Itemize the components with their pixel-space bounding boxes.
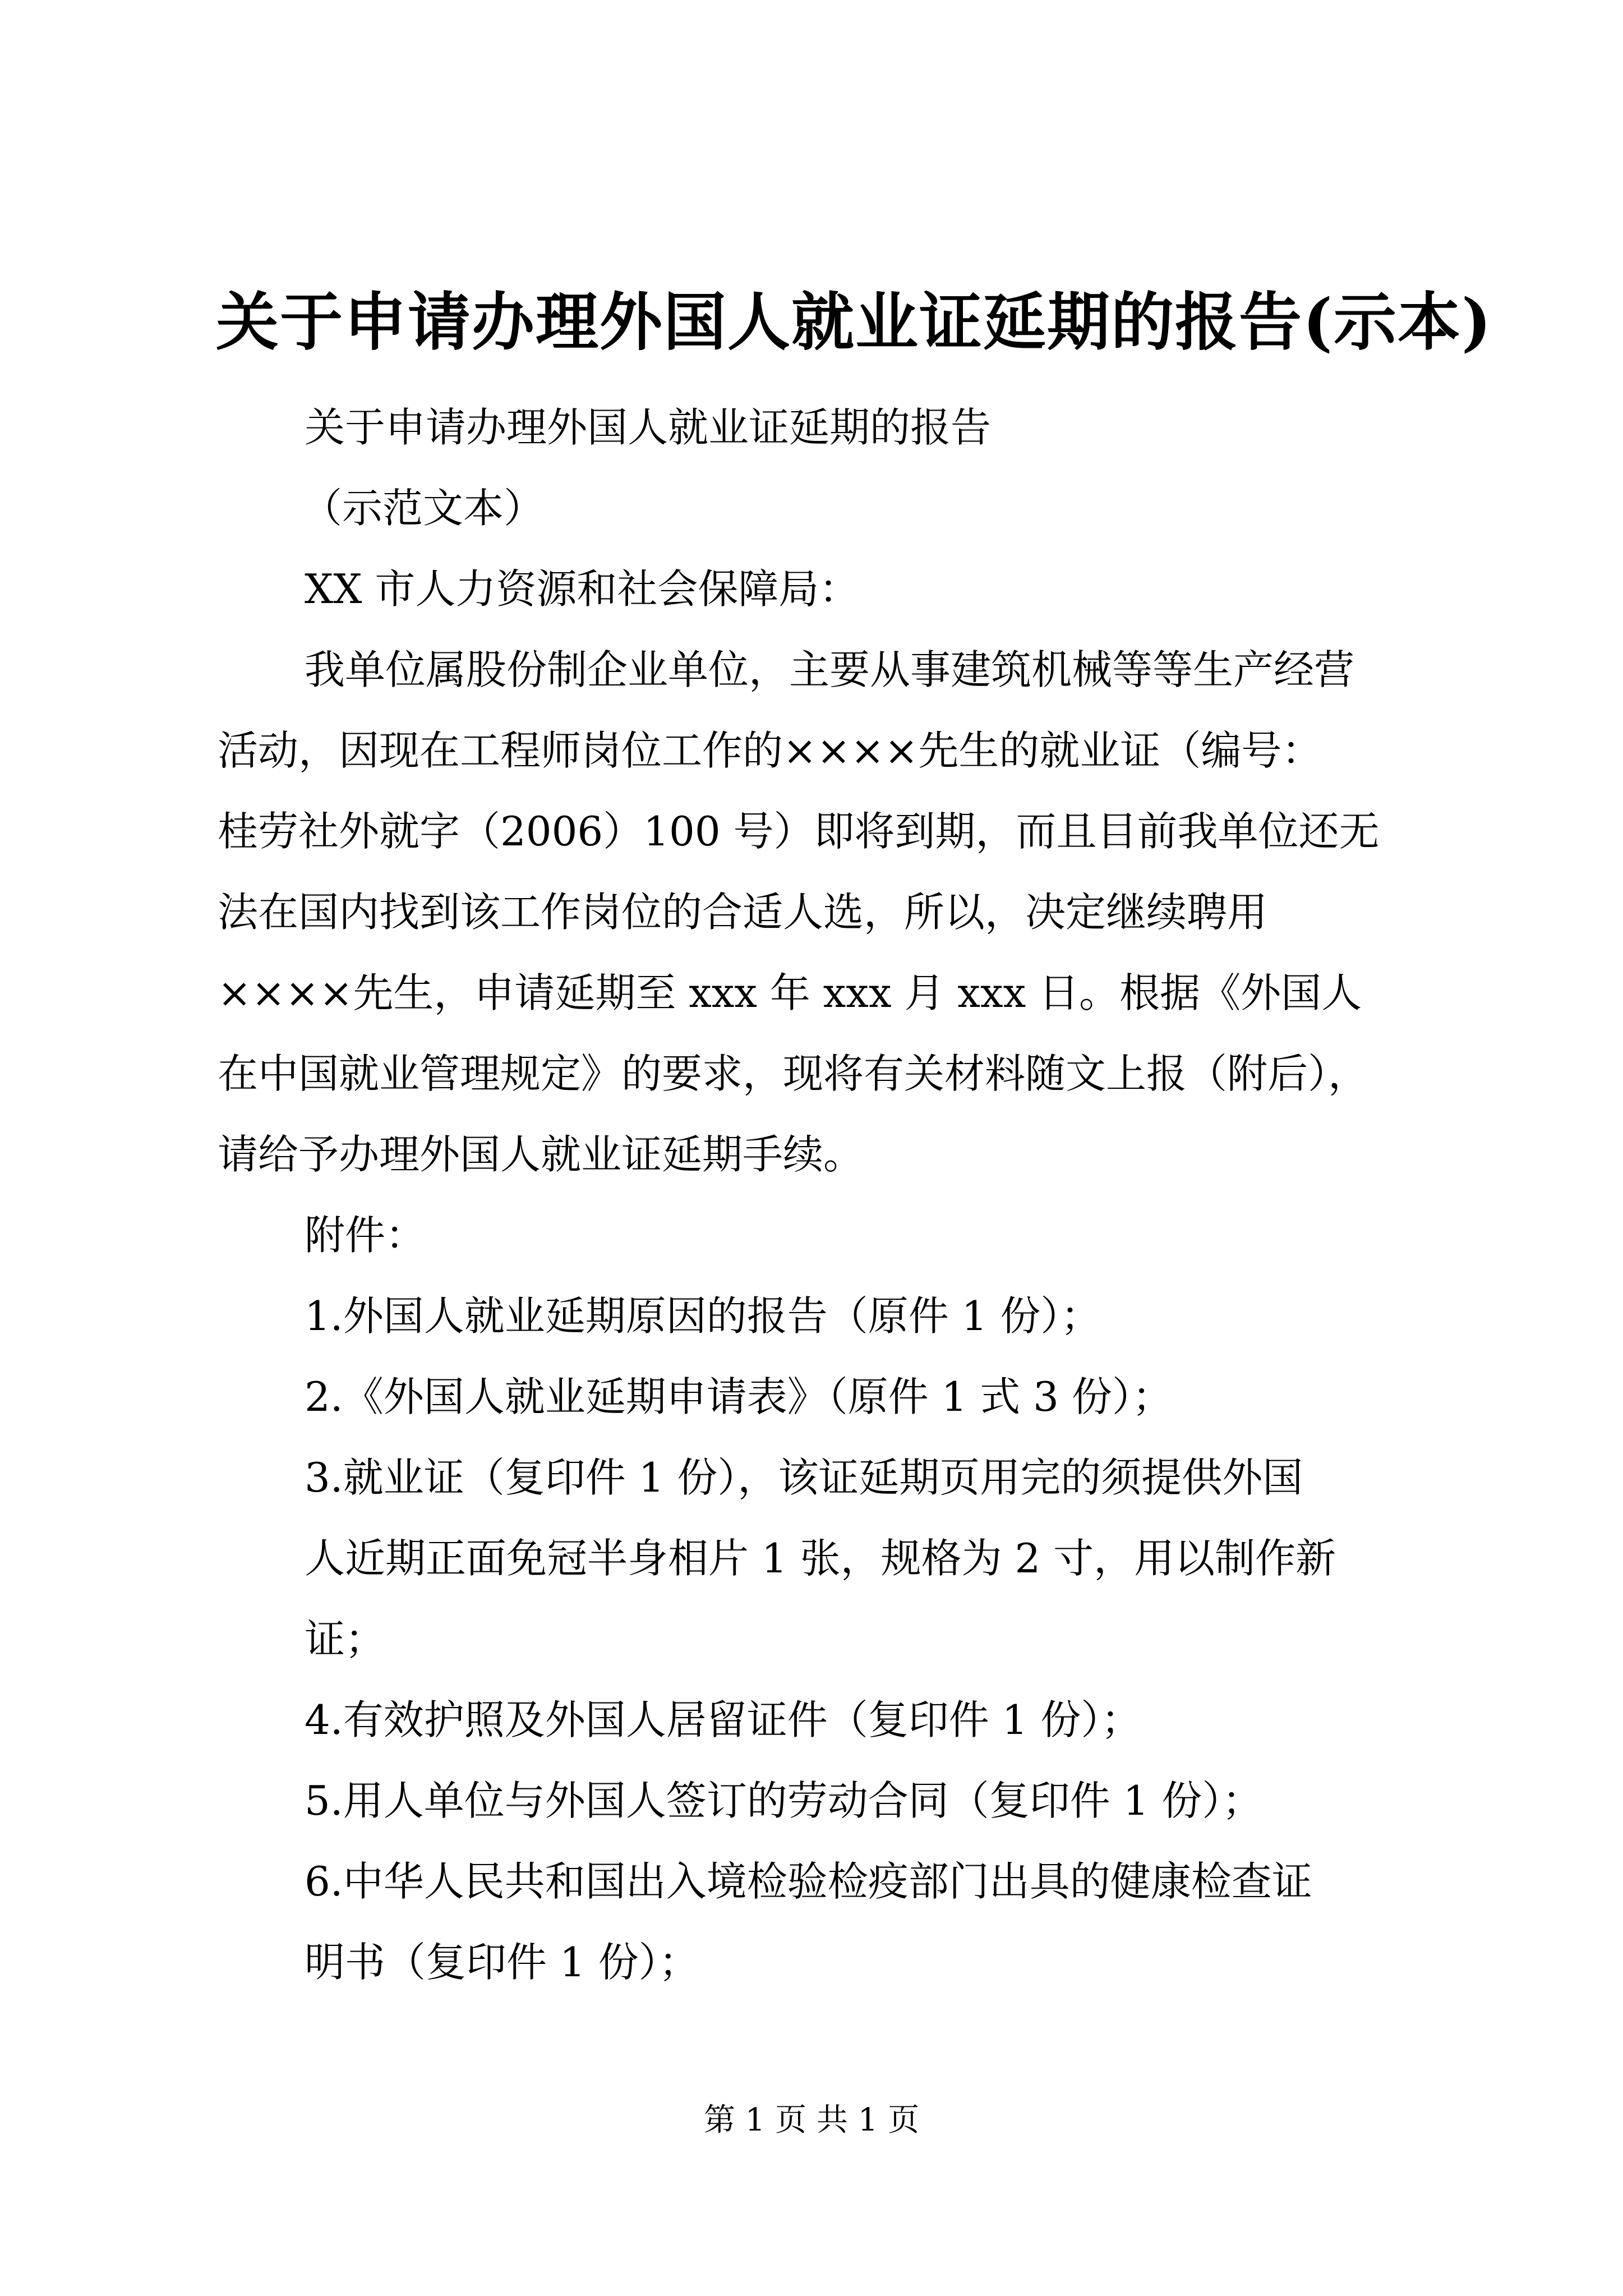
body-line: 在中国就业管理规定》的要求，现将有关材料随文上报（附后）， <box>218 1050 1369 1097</box>
attachment-line: 明书（复印件 1 份）； <box>305 1939 699 1986</box>
document-body <box>218 387 1440 2003</box>
page-footer: 第 1 页 共 1 页 <box>703 2102 920 2138</box>
subtitle: 关于申请办理外国人就业证延期的报告 <box>305 404 992 451</box>
body-line: ××××先生，申请延期至 xxx 年 xxx 月 xxx 日。根据《外国人 <box>218 969 1362 1016</box>
attachment-line: 5.用人单位与外国人签订的劳动合同（复印件 1 份）； <box>305 1777 1263 1824</box>
attachment-line: 2.《外国人就业延期申请表》（原件 1 式 3 份）； <box>305 1373 1173 1420</box>
attachment-line: 6.中华人民共和国出入境检验检疫部门出具的健康检查证 <box>305 1858 1312 1905</box>
attachment-line: 人近期正面免冠半身相片 1 张，规格为 2 寸，用以制作新 <box>305 1535 1336 1582</box>
attachment-line: 证； <box>305 1616 386 1663</box>
attachments-label: 附件： <box>305 1212 426 1259</box>
body-line: 桂劳社外就字（2006）100 号）即将到期，而且目前我单位还无 <box>218 808 1380 855</box>
addressee: XX 市人力资源和社会保障局： <box>305 565 860 613</box>
attachment-line: 4.有效护照及外国人居留证件（复印件 1 份）； <box>305 1696 1142 1743</box>
body-line: 活动，因现在工程师岗位工作的××××先生的就业证（编号： <box>218 727 1322 774</box>
body-line: 法在国内找到该工作岗位的合适人选，所以，决定继续聘用 <box>218 889 1268 936</box>
attachment-line: 3.就业证（复印件 1 份），该证延期页用完的须提供外国 <box>305 1454 1303 1501</box>
sample-label: （示范文本） <box>302 485 545 532</box>
body-line: 我单位属股份制企业单位，主要从事建筑机械等等生产经营 <box>305 646 1355 693</box>
body-line: 请给予办理外国人就业证延期手续。 <box>218 1131 864 1178</box>
document-title: 关于申请办理外国人就业证延期的报告(示本) <box>216 286 1492 359</box>
attachment-line: 1.外国人就业延期原因的报告（原件 1 份）； <box>305 1292 1101 1340</box>
